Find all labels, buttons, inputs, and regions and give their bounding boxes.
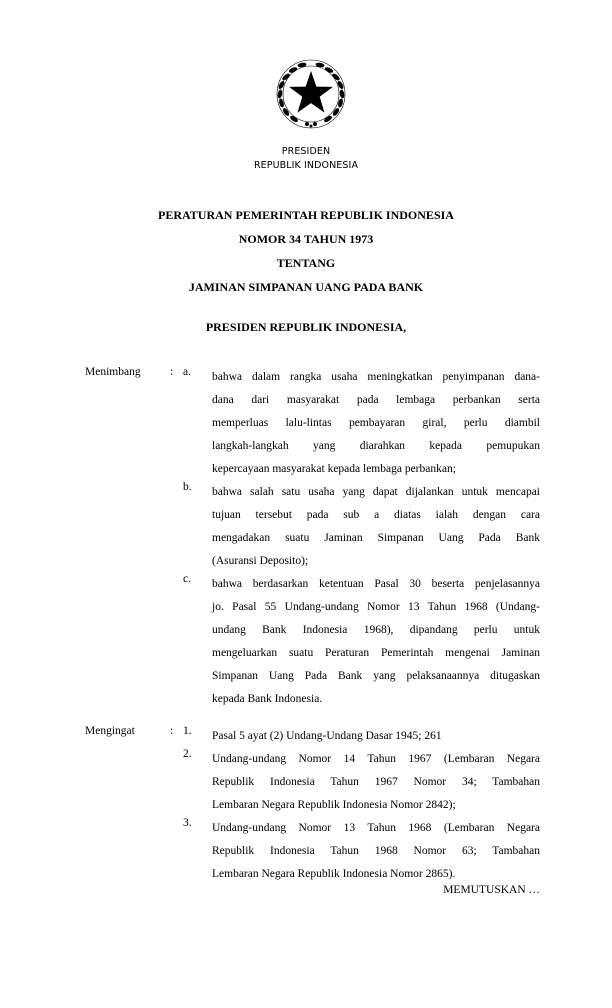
continuation-marker: MEMUTUSKAN … — [443, 884, 540, 896]
item-text — [212, 481, 540, 573]
text-line: mengeluarkan suatu Peraturan Pemerintah mengenai Jaminan — [212, 647, 540, 659]
regulation-number: NOMOR 34 TAHUN 1973 — [238, 232, 374, 246]
text-line: Undang-undang Nomor 13 Tahun 1968 (Lembaran Negara — [212, 822, 540, 834]
item-text — [212, 725, 540, 748]
text-line: Republik Indonesia Tahun 1967 Nomor 34; Tambahan — [212, 776, 540, 788]
item-mark: c. — [183, 573, 191, 585]
text-line: Lembaran Negara Republik Indonesia Nomor 2842); — [212, 799, 456, 811]
mengingat-colon: : — [170, 725, 174, 737]
text-line: Republik Indonesia Tahun 1968 Nomor 63; Tambahan — [212, 845, 540, 857]
text-line: tujuan tersebut pada sub a diatas ialah dengan cara — [212, 509, 540, 521]
header-presiden: PRESIDEN — [281, 146, 331, 157]
mengingat-label: Mengingat — [85, 725, 135, 737]
text-line: kepercayaan masyarakat kepada lembaga perbankan; — [212, 463, 456, 475]
item-text — [212, 366, 540, 481]
item-mark: 3. — [183, 817, 192, 829]
regulation-title: PERATURAN PEMERINTAH REPUBLIK INDONESIA — [158, 208, 454, 222]
text-line: memperluas lalu-lintas pembayaran giral, perlu diambil — [212, 417, 540, 429]
text-line: Pasal 5 ayat (2) Undang-Undang Dasar 1945; 261 — [212, 730, 442, 742]
text-line: undang Bank Indonesia 1968), dipandang perlu untuk — [212, 624, 540, 636]
item-text — [212, 817, 540, 886]
text-line: (Asuransi Deposito); — [212, 555, 309, 567]
menimbang-label: Menimbang — [85, 366, 141, 378]
text-line: bahwa dalam rangka usaha meningkatkan penyimpanan dana- — [212, 371, 540, 383]
text-line: bahwa berdasarkan ketentuan Pasal 30 beserta penjelasannya — [212, 578, 540, 590]
item-mark: a. — [183, 366, 191, 378]
text-line: jo. Pasal 55 Undang-undang Nomor 13 Tahun 1968 (Undang- — [212, 601, 540, 613]
text-line: dana dari masyarakat pada lembaga perbankan serta — [212, 394, 540, 406]
text-line: bahwa salah satu usaha yang dapat dijalankan untuk mencapai — [212, 486, 540, 498]
item-mark: 2. — [183, 748, 192, 760]
item-text — [212, 573, 540, 711]
text-line: langkah-langkah yang diarahkan kepada pemupukan — [212, 440, 540, 452]
item-mark: b. — [183, 481, 192, 493]
item-text — [212, 748, 540, 817]
text-line: mengadakan suatu Jaminan Simpanan Uang Pada Bank — [212, 532, 540, 544]
item-mark: 1. — [183, 725, 192, 737]
issuer-heading: PRESIDEN REPUBLIK INDONESIA, — [205, 320, 407, 334]
text-line: Simpanan Uang Pada Bank yang pelaksanaannya ditugaskan — [212, 670, 540, 682]
menimbang-colon: : — [170, 366, 174, 378]
regulation-subject: JAMINAN SIMPANAN UANG PADA BANK — [188, 280, 424, 294]
presidential-emblem-icon — [272, 57, 350, 133]
text-line: Lembaran Negara Republik Indonesia Nomor 2865). — [212, 868, 456, 880]
regulation-tentang: TENTANG — [276, 256, 336, 270]
text-line: Undang-undang Nomor 14 Tahun 1967 (Lembaran Negara — [212, 753, 540, 765]
header-republik-indonesia: REPUBLIK INDONESIA — [253, 160, 359, 171]
text-line: kepada Bank Indonesia. — [212, 693, 323, 705]
